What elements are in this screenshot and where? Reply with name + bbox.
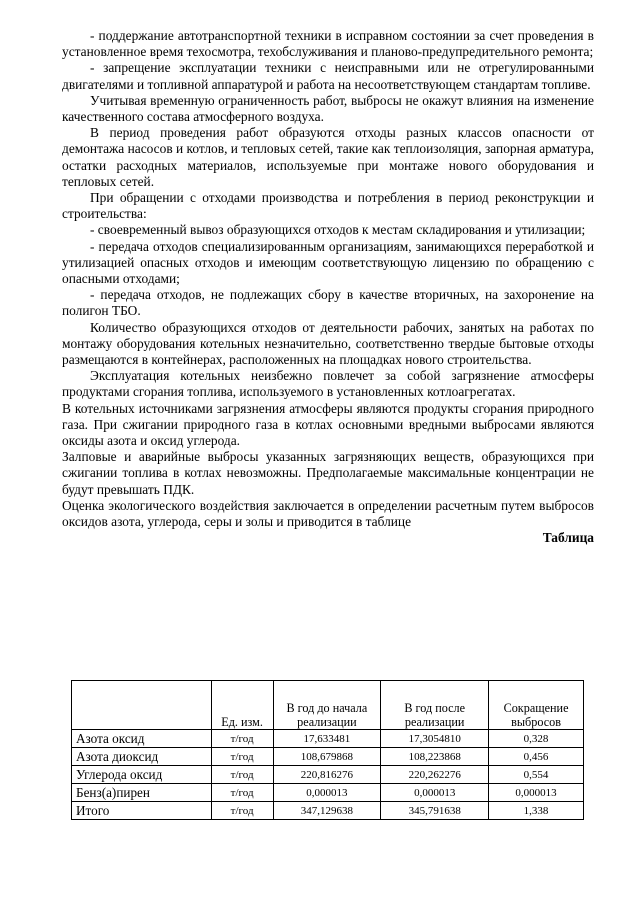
table-row	[72, 784, 584, 802]
paragraph: При обращении с отходами производства и потребления в период реконструкции и строительства:	[62, 190, 594, 222]
paragraph: В котельных источниками загрязнения атмосферы являются продукты сгорания природного газа. При сжигании природного газа в котлах основными вредными выбросами являются оксиды азота и оксид углерода.	[62, 400, 594, 449]
table-cell: т/год	[211, 784, 273, 802]
table-cell: 347,129638	[273, 802, 381, 820]
table-cell: Бенз(а)пирен	[72, 784, 212, 802]
table-cell: 0,456	[489, 748, 584, 766]
header-cell: В год до начала реализации	[273, 681, 381, 730]
table-row	[72, 766, 584, 784]
table-cell: 0,554	[489, 766, 584, 784]
paragraph: Залповые и аварийные выбросы указанных загрязняющих веществ, образующихся при сжигании топлива в котлах невозможны. Предполагаемые максимальные концентрации не будут превышать ПДК.	[62, 449, 594, 497]
table-cell: Углерода оксид	[72, 766, 212, 784]
table-row	[72, 730, 584, 748]
table-cell: 220,262276	[381, 766, 489, 784]
table-cell: 0,328	[489, 730, 584, 748]
document-body	[62, 28, 594, 547]
table-row	[72, 802, 584, 820]
header-cell: В год после реализации	[381, 681, 489, 730]
table-cell: Азота оксид	[72, 730, 212, 748]
paragraph: В период проведения работ образуются отходы разных классов опасности от демонтажа насосов и котлов, и тепловых сетей, такие как теплоизоляция, запорная арматура, остатки расходных материалов, используемые при монтаже нового оборудования и тепловых сетей.	[62, 125, 594, 189]
paragraph: - передача отходов специализированным организациям, занимающихся переработкой и утилизацией опасных отходов и имеющим соответствующую лицензию по обращению с опасными отходами;	[62, 238, 594, 287]
table-cell: т/год	[211, 802, 273, 820]
table-row	[72, 748, 584, 766]
table-cell: 0,000013	[381, 784, 489, 802]
emissions-table	[71, 680, 584, 820]
table-caption: Таблица	[542, 530, 594, 546]
table-cell: 1,338	[489, 802, 584, 820]
paragraph: - своевременный вывоз образующихся отходов к местам складирования и утилизации;	[90, 222, 586, 238]
paragraph: - передача отходов, не подлежащих сбору в качестве вторичных, на захоронение на полигон ТБО.	[62, 287, 594, 319]
header-cell: Ед. изм.	[211, 681, 273, 730]
header-cell	[72, 681, 212, 730]
table-cell: т/год	[211, 748, 273, 766]
table-cell: Итого	[72, 802, 212, 820]
table-cell: Азота диоксид	[72, 748, 212, 766]
table-cell: т/год	[211, 766, 273, 784]
header-cell: Сокращение выбросов	[489, 681, 584, 730]
paragraph: Количество образующихся отходов от деятельности рабочих, занятых на работах по монтажу оборудования котельных незначительно, соответственно твердые бытовые отходы размещаются в контейнерах, расположенных на площадках нового строительства.	[62, 319, 594, 368]
paragraph: - поддержание автотранспортной техники в исправном состоянии за счет проведения в установленное время техосмотра, техобслуживания и планово-предупредительного ремонта;	[62, 28, 594, 60]
table-cell: 108,679868	[273, 748, 381, 766]
table-cell: 220,816276	[273, 766, 381, 784]
paragraph: Эксплуатация котельных неизбежно повлечет за собой загрязнение атмосферы продуктами сгорания топлива, используемого в установленных котлоагрегатах.	[62, 368, 594, 400]
paragraph: Учитывая временную ограниченность работ, выбросы не окажут влияния на изменение качественного состава атмосферного воздуха.	[62, 92, 594, 125]
paragraph: - запрещение эксплуатации техники с неисправными или не отрегулированными двигателями и топливной аппаратурой и работа на несоответствующем стандартам топливе.	[62, 60, 594, 92]
table-header-row	[72, 681, 584, 730]
table-cell: 0,000013	[489, 784, 584, 802]
paragraph: Оценка экологического воздействия заключается в определении расчетным путем выбросов оксидов азота, углерода, серы и золы и приводится в таблице	[62, 497, 594, 530]
table-cell: 108,223868	[381, 748, 489, 766]
table-cell: 17,3054810	[381, 730, 489, 748]
table-cell: 17,633481	[273, 730, 381, 748]
table-cell: т/год	[211, 730, 273, 748]
table-cell: 0,000013	[273, 784, 381, 802]
table-cell: 345,791638	[381, 802, 489, 820]
